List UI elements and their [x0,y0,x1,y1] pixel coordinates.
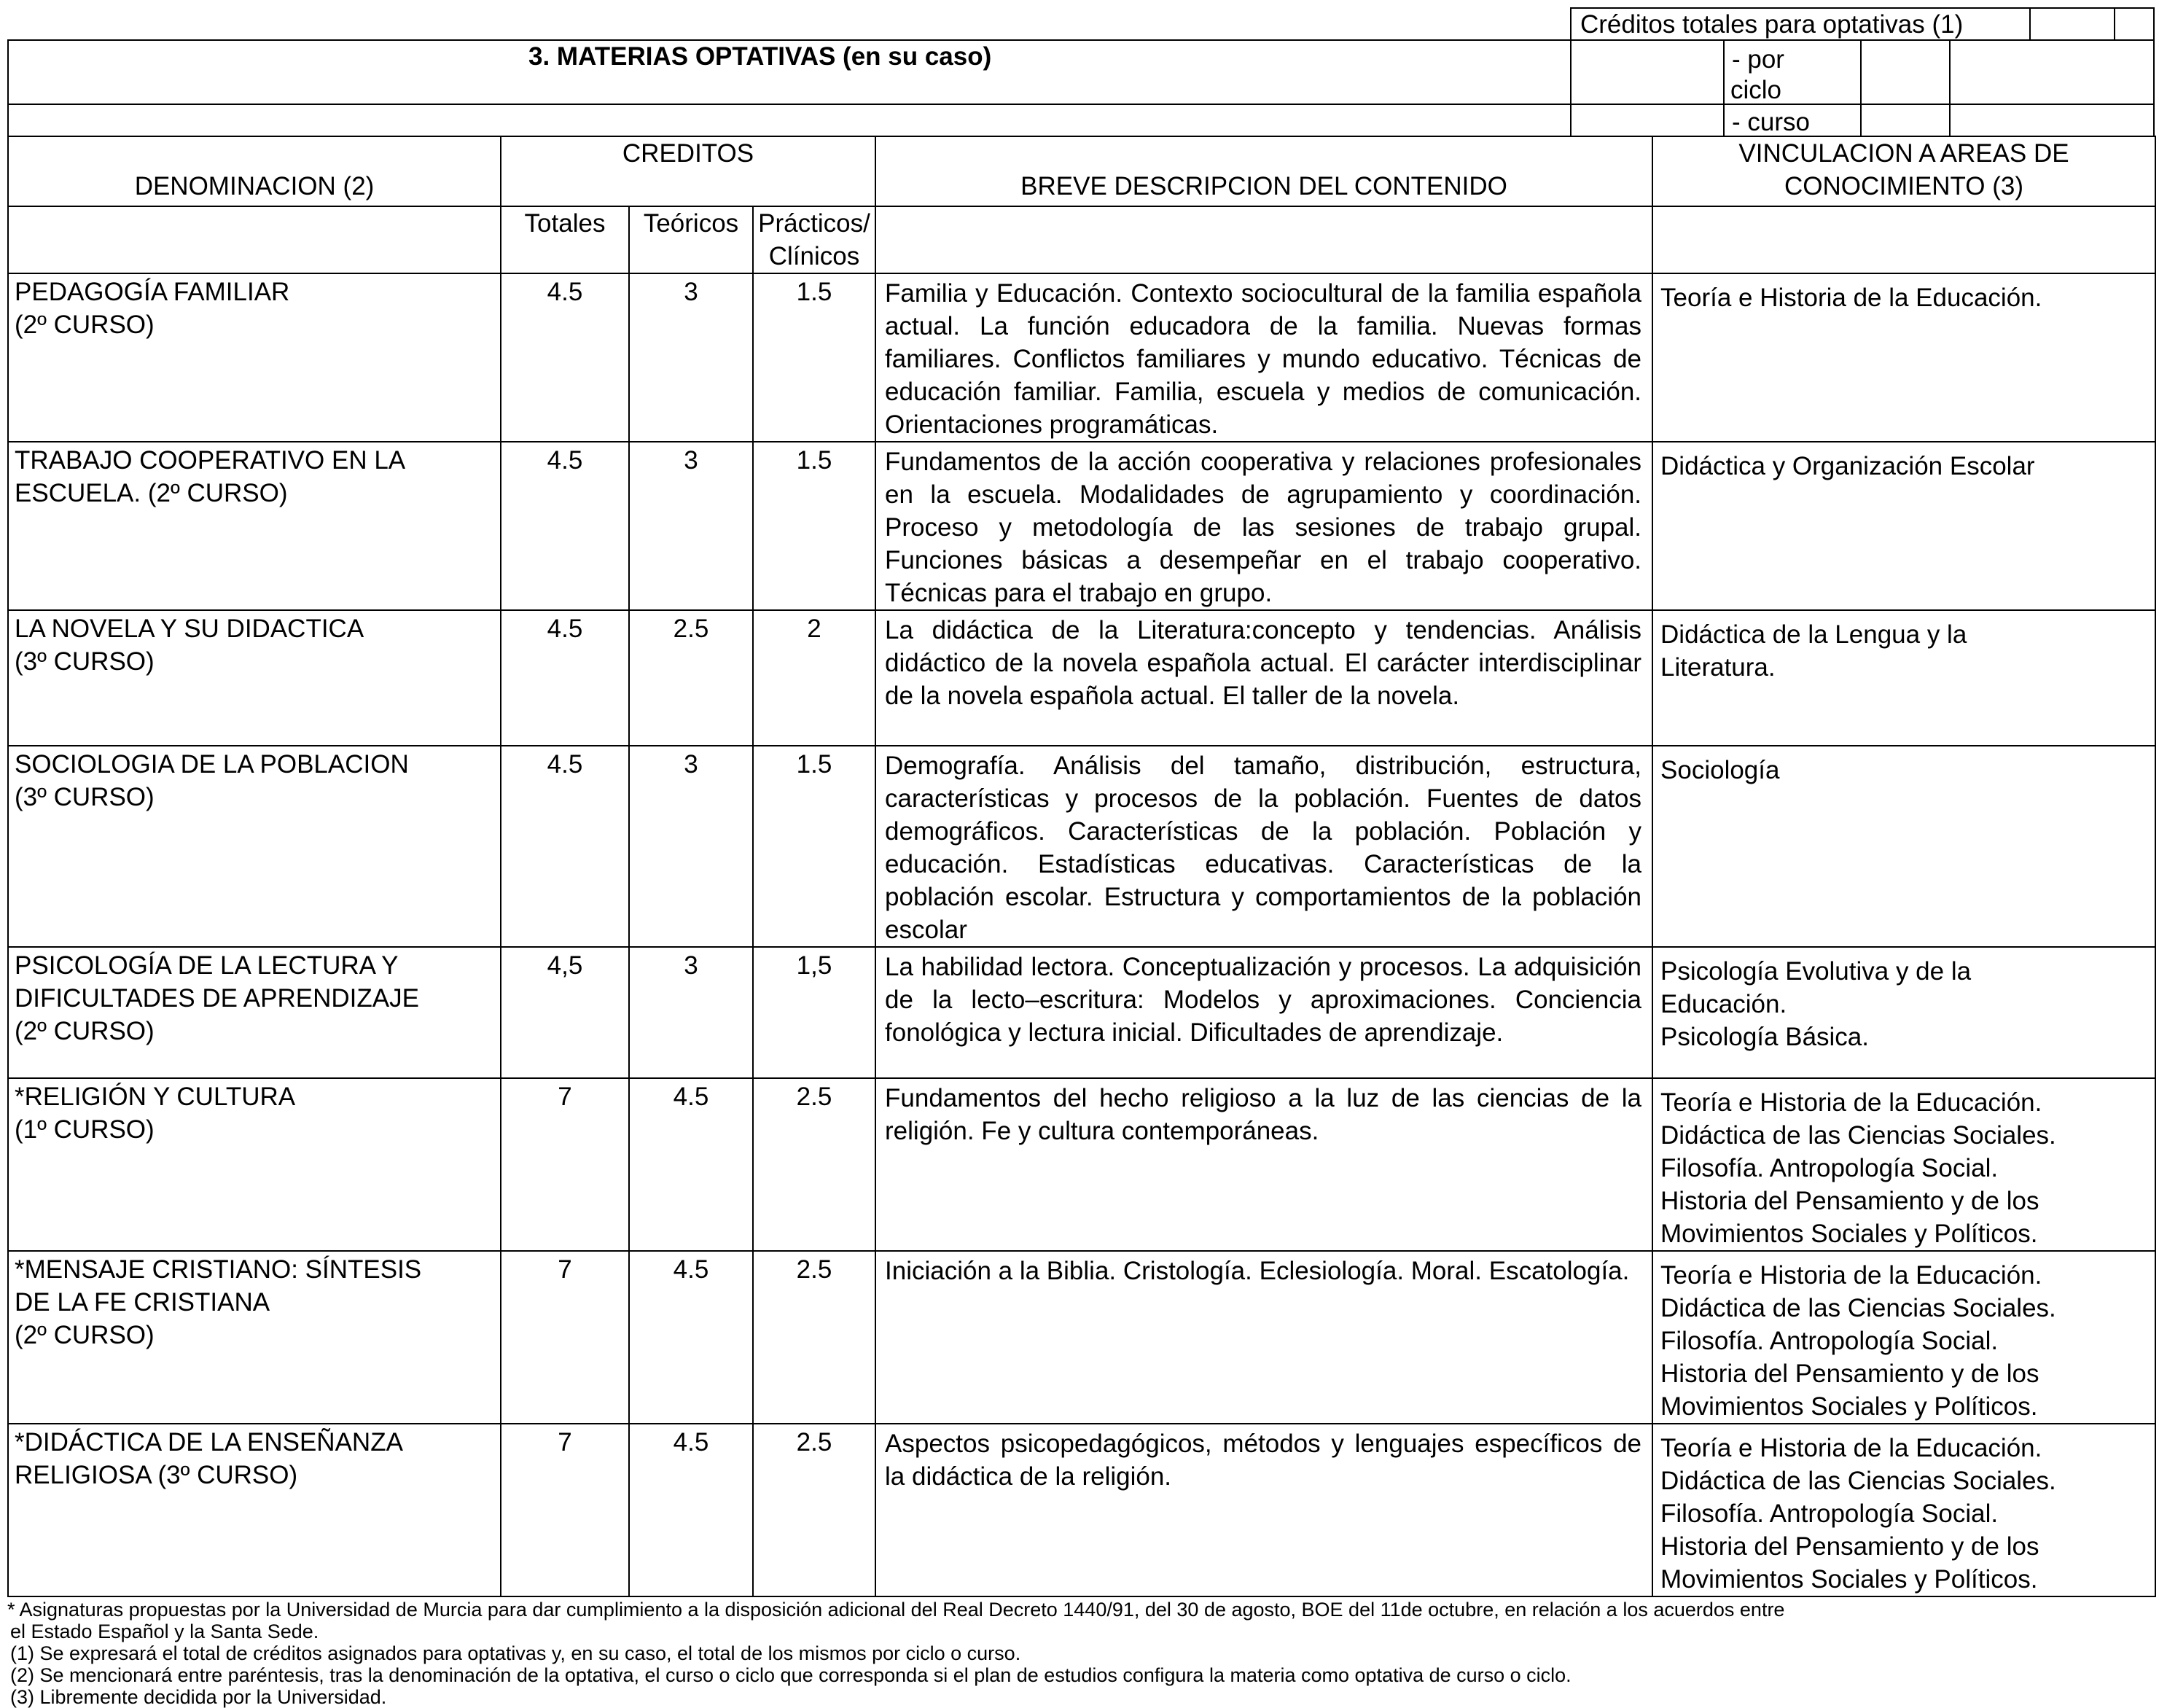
course-extra-cell [1949,104,2155,137]
credits-practical: 2 [753,610,875,746]
subject-description: La habilidad lectora. Conceptualización y procesos. La adquisición de la lecto–escritura: Modelos y aproximaciones. Conciencia fonológica y lectura inicial. Dificultades de aprendizaje. [875,947,1652,1078]
credits-theoretical: 3 [629,947,753,1078]
subject-description: Fundamentos del hecho religioso a la luz de las ciencias de la religión. Fe y cultura contemporáneas. [875,1078,1652,1251]
table-row [8,746,2155,947]
credits-label: Créditos totales para optativas (1) [1580,10,1964,39]
per-cycle-label-1: - por [1732,45,1784,74]
subject-name: *RELIGIÓN Y CULTURA (1º CURSO) [8,1078,501,1251]
subject-description: Aspectos psicopedagógicos, métodos y lenguajes específicos de la didáctica de la religión. [875,1424,1652,1596]
page-title: 3. MATERIAS OPTATIVAS (en su caso) [528,42,992,71]
subject-name: PEDAGOGÍA FAMILIAR (2º CURSO) [8,273,501,442]
knowledge-areas: Teoría e Historia de la Educación. [1652,273,2155,442]
credits-value-cell [2029,7,2115,41]
section-header [7,7,2155,137]
subject-description: Fundamentos de la acción cooperativa y relaciones profesionales en la escuela. Modalidades de agrupamiento y coordinación. Proceso y metodología de las sesiones de trabajo grupal. Funciones básicas a desempeñar en el trabajo cooperativo. Técnicas para el trabajo en grupo. [875,442,1652,610]
subject-description: Demografía. Análisis del tamaño, distribución, estructura, características y procesos de la población. Fuentes de datos demográficos. Características de la población. Población y educación. Estadísticas educativas. Características de la población escolar. Estructura y comportamientos de la población escolar [875,746,1652,947]
footnote-star-cont: el Estado Español y la Santa Sede. [10,1621,319,1642]
knowledge-areas: Didáctica y Organización Escolar [1652,442,2155,610]
table-row [8,947,2155,1078]
subject-name: TRABAJO COOPERATIVO EN LA ESCUELA. (2º CURSO) [8,442,501,610]
footnote-star: * Asignaturas propuestas por la Universidad de Murcia para dar cumplimiento a la disposición adicional del Real Decreto 1440/91, del 30 de agosto, BOE del 11de octubre, en relación a los acuerdos entre [7,1599,1785,1621]
subject-name: *DIDÁCTICA DE LA ENSEÑANZA RELIGIOSA (3º CURSO) [8,1424,501,1596]
footnote-3: (3) Libremente decidida por la Universidad. [10,1686,387,1708]
credits-totals: 4.5 [501,746,629,947]
per-course-label: - curso [1732,108,1810,136]
credits-totals: 4.5 [501,610,629,746]
course-row-cell [7,104,1572,137]
per-cycle-label-2: ciclo [1730,76,1782,104]
table-row [8,1251,2155,1424]
course-value-cell [1860,104,1951,137]
subject-name: PSICOLOGÍA DE LA LECTURA Y DIFICULTADES DE APRENDIZAJE (2º CURSO) [8,947,501,1078]
header-denomination: DENOMINACION (2) [8,136,501,206]
footnotes [7,1599,2143,1708]
credits-theoretical: 4.5 [629,1424,753,1596]
credits-practical: 1,5 [753,947,875,1078]
subject-name: *MENSAJE CRISTIANO: SÍNTESIS DE LA FE CRISTIANA (2º CURSO) [8,1251,501,1424]
credits-theoretical: 4.5 [629,1078,753,1251]
credits-practical: 1.5 [753,746,875,947]
table-row [8,1078,2155,1251]
credits-totals: 4,5 [501,947,629,1078]
table-row [8,610,2155,746]
table-row [8,1424,2155,1596]
subheader-blank-3 [1652,206,2155,273]
credits-theoretical: 2.5 [629,610,753,746]
subject-description: Iniciación a la Biblia. Cristología. Eclesiología. Moral. Escatología. [875,1251,1652,1424]
knowledge-areas: Teoría e Historia de la Educación. Didáctica de las Ciencias Sociales. Filosofía. Antropología Social. Historia del Pensamiento y de los Movimientos Sociales y Políticos. [1652,1424,2155,1596]
credits-theoretical: 3 [629,746,753,947]
cycle-extra-cell [1949,39,2155,105]
knowledge-areas: Didáctica de la Lengua y la Literatura. [1652,610,2155,746]
credits-totals: 7 [501,1078,629,1251]
document-page [7,7,2158,1708]
header-description: BREVE DESCRIPCION DEL CONTENIDO [875,136,1652,206]
table-row [8,273,2155,442]
subheader-blank-2 [875,206,1652,273]
credits-practical: 2.5 [753,1251,875,1424]
credits-theoretical: 4.5 [629,1251,753,1424]
subheader-blank-1 [8,206,501,273]
credits-totals: 4.5 [501,442,629,610]
credits-practical: 1.5 [753,442,875,610]
knowledge-areas: Psicología Evolutiva y de la Educación. Psicología Básica. [1652,947,2155,1078]
blank-cell-b [1570,104,1725,137]
subheader-theoretical: Teóricos [629,206,753,273]
header-areas-line1: VINCULACION A AREAS DE [1738,139,2069,168]
credits-totals: 7 [501,1424,629,1596]
credits-theoretical: 3 [629,273,753,442]
subject-description: La didáctica de la Literatura:concepto y tendencias. Análisis didáctico de la novela española actual. El carácter interdisciplinar de la novela española actual. El taller de la novela. [875,610,1652,746]
subject-name: LA NOVELA Y SU DIDACTICA (3º CURSO) [8,610,501,746]
credits-practical: 2.5 [753,1078,875,1251]
optional-subjects-table [7,136,2156,1597]
credits-practical: 2.5 [753,1424,875,1596]
footnote-2: (2) Se mencionará entre paréntesis, tras la denominación de la optativa, el curso o ciclo que corresponda si el plan de estudios configura la materia como optativa de curso o ciclo. [10,1664,1572,1686]
subheader-totals: Totales [501,206,629,273]
credits-practical: 1.5 [753,273,875,442]
credits-totals: 7 [501,1251,629,1424]
knowledge-areas: Sociología [1652,746,2155,947]
credits-totals: 4.5 [501,273,629,442]
subject-name: SOCIOLOGIA DE LA POBLACION (3º CURSO) [8,746,501,947]
blank-cell-a [1570,39,1725,105]
cycle-value-cell [1860,39,1951,105]
credits-extra-cell [2114,7,2155,41]
credits-theoretical: 3 [629,442,753,610]
knowledge-areas: Teoría e Historia de la Educación. Didáctica de las Ciencias Sociales. Filosofía. Antropología Social. Historia del Pensamiento y de los Movimientos Sociales y Políticos. [1652,1078,2155,1251]
header-areas [1652,136,2155,206]
table-row [8,442,2155,610]
subject-description: Familia y Educación. Contexto sociocultural de la familia española actual. La función educadora de la familia. Nuevas formas familiares. Conflictos familiares y mundo educativo. Técnicas de educación familiar. Familia, escuela y medios de comunicación. Orientaciones programáticas. [875,273,1652,442]
header-credits: CREDITOS [501,136,875,206]
knowledge-areas: Teoría e Historia de la Educación. Didáctica de las Ciencias Sociales. Filosofía. Antropología Social. Historia del Pensamiento y de los Movimientos Sociales y Políticos. [1652,1251,2155,1424]
footnote-1: (1) Se expresará el total de créditos asignados para optativas y, en su caso, el total de los mismos por ciclo o curso. [10,1642,1021,1664]
subheader-practical: Prácticos/ Clínicos [753,206,875,273]
header-areas-line2: CONOCIMIENTO (3) [1784,172,2023,200]
